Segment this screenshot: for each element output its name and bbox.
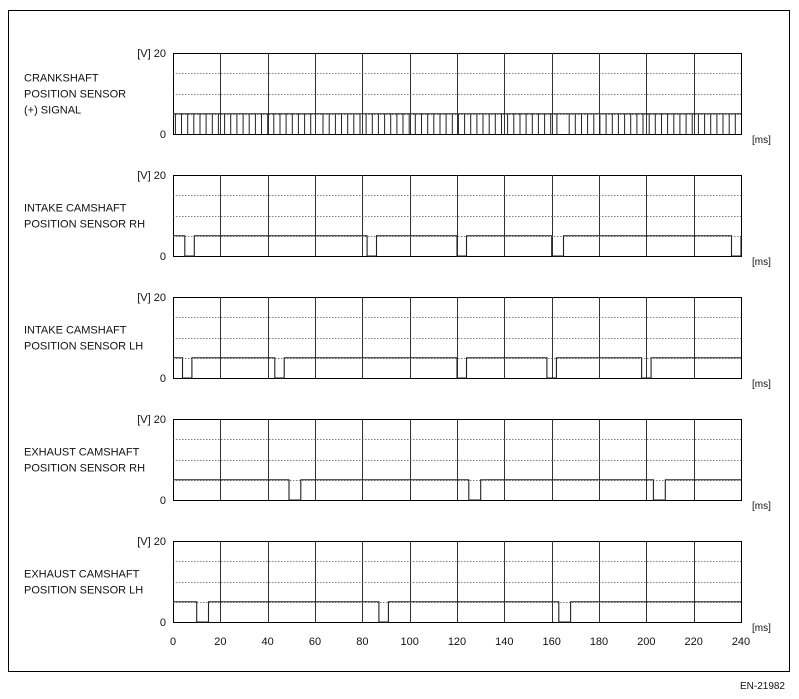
panel-label-line: CRANKSHAFT: [24, 72, 99, 85]
x-tick-label: 120: [447, 636, 467, 648]
x-unit-label: [ms]: [752, 135, 771, 146]
panel-label-line: (+) SIGNAL: [24, 104, 82, 117]
y-unit-max-label: [V] 20: [137, 536, 166, 548]
y-min-label: 0: [159, 495, 166, 507]
x-tick-label: 60: [308, 636, 322, 648]
signal-trace: [173, 236, 741, 256]
x-unit-label: [ms]: [752, 379, 771, 390]
x-tick-label: 160: [542, 636, 561, 648]
x-tick-label: 180: [589, 636, 609, 648]
x-tick-label: 40: [261, 636, 274, 648]
waveform-panels: [24, 48, 771, 634]
y-unit-max-label: [V] 20: [137, 48, 166, 60]
panel-label-line: EXHAUST CAMSHAFT: [24, 568, 140, 581]
panel-2: [24, 170, 771, 268]
x-tick-label: 240: [731, 636, 751, 648]
panel-label-line: EXHAUST CAMSHAFT: [24, 446, 140, 459]
x-tick-label: 80: [356, 636, 369, 648]
y-min-label: 0: [159, 251, 166, 263]
panel-label-line: POSITION SENSOR LH: [24, 584, 144, 597]
y-unit-max-label: [V] 20: [137, 170, 166, 182]
x-tick-label: 200: [637, 636, 656, 648]
x-unit-label: [ms]: [752, 501, 771, 512]
panel-label-line: POSITION SENSOR RH: [24, 218, 146, 231]
panel-label-line: INTAKE CAMSHAFT: [24, 202, 127, 215]
panel-label-line: INTAKE CAMSHAFT: [24, 324, 127, 337]
panel-5: [24, 536, 771, 634]
panel-label-line: POSITION SENSOR RH: [24, 462, 146, 475]
panel-label-line: POSITION SENSOR LH: [24, 340, 144, 353]
y-unit-max-label: [V] 20: [137, 414, 166, 426]
y-min-label: 0: [159, 129, 166, 141]
panel-1: [24, 48, 771, 146]
figure-id: EN-21982: [739, 681, 785, 692]
signal-trace: [173, 358, 741, 378]
panel-label-line: POSITION SENSOR: [24, 88, 127, 101]
x-tick-label: 20: [214, 636, 227, 648]
x-unit-label: [ms]: [752, 257, 771, 268]
x-tick-label: 140: [495, 636, 514, 648]
y-min-label: 0: [159, 617, 166, 629]
x-unit-label: [ms]: [752, 623, 771, 634]
panel-4: [24, 414, 771, 512]
y-min-label: 0: [159, 373, 166, 385]
x-axis-labels: [170, 636, 750, 648]
x-tick-label: 0: [169, 636, 177, 648]
panel-3: [24, 292, 771, 390]
x-tick-label: 220: [684, 636, 703, 648]
y-unit-max-label: [V] 20: [137, 292, 166, 304]
x-tick-label: 100: [400, 636, 419, 648]
